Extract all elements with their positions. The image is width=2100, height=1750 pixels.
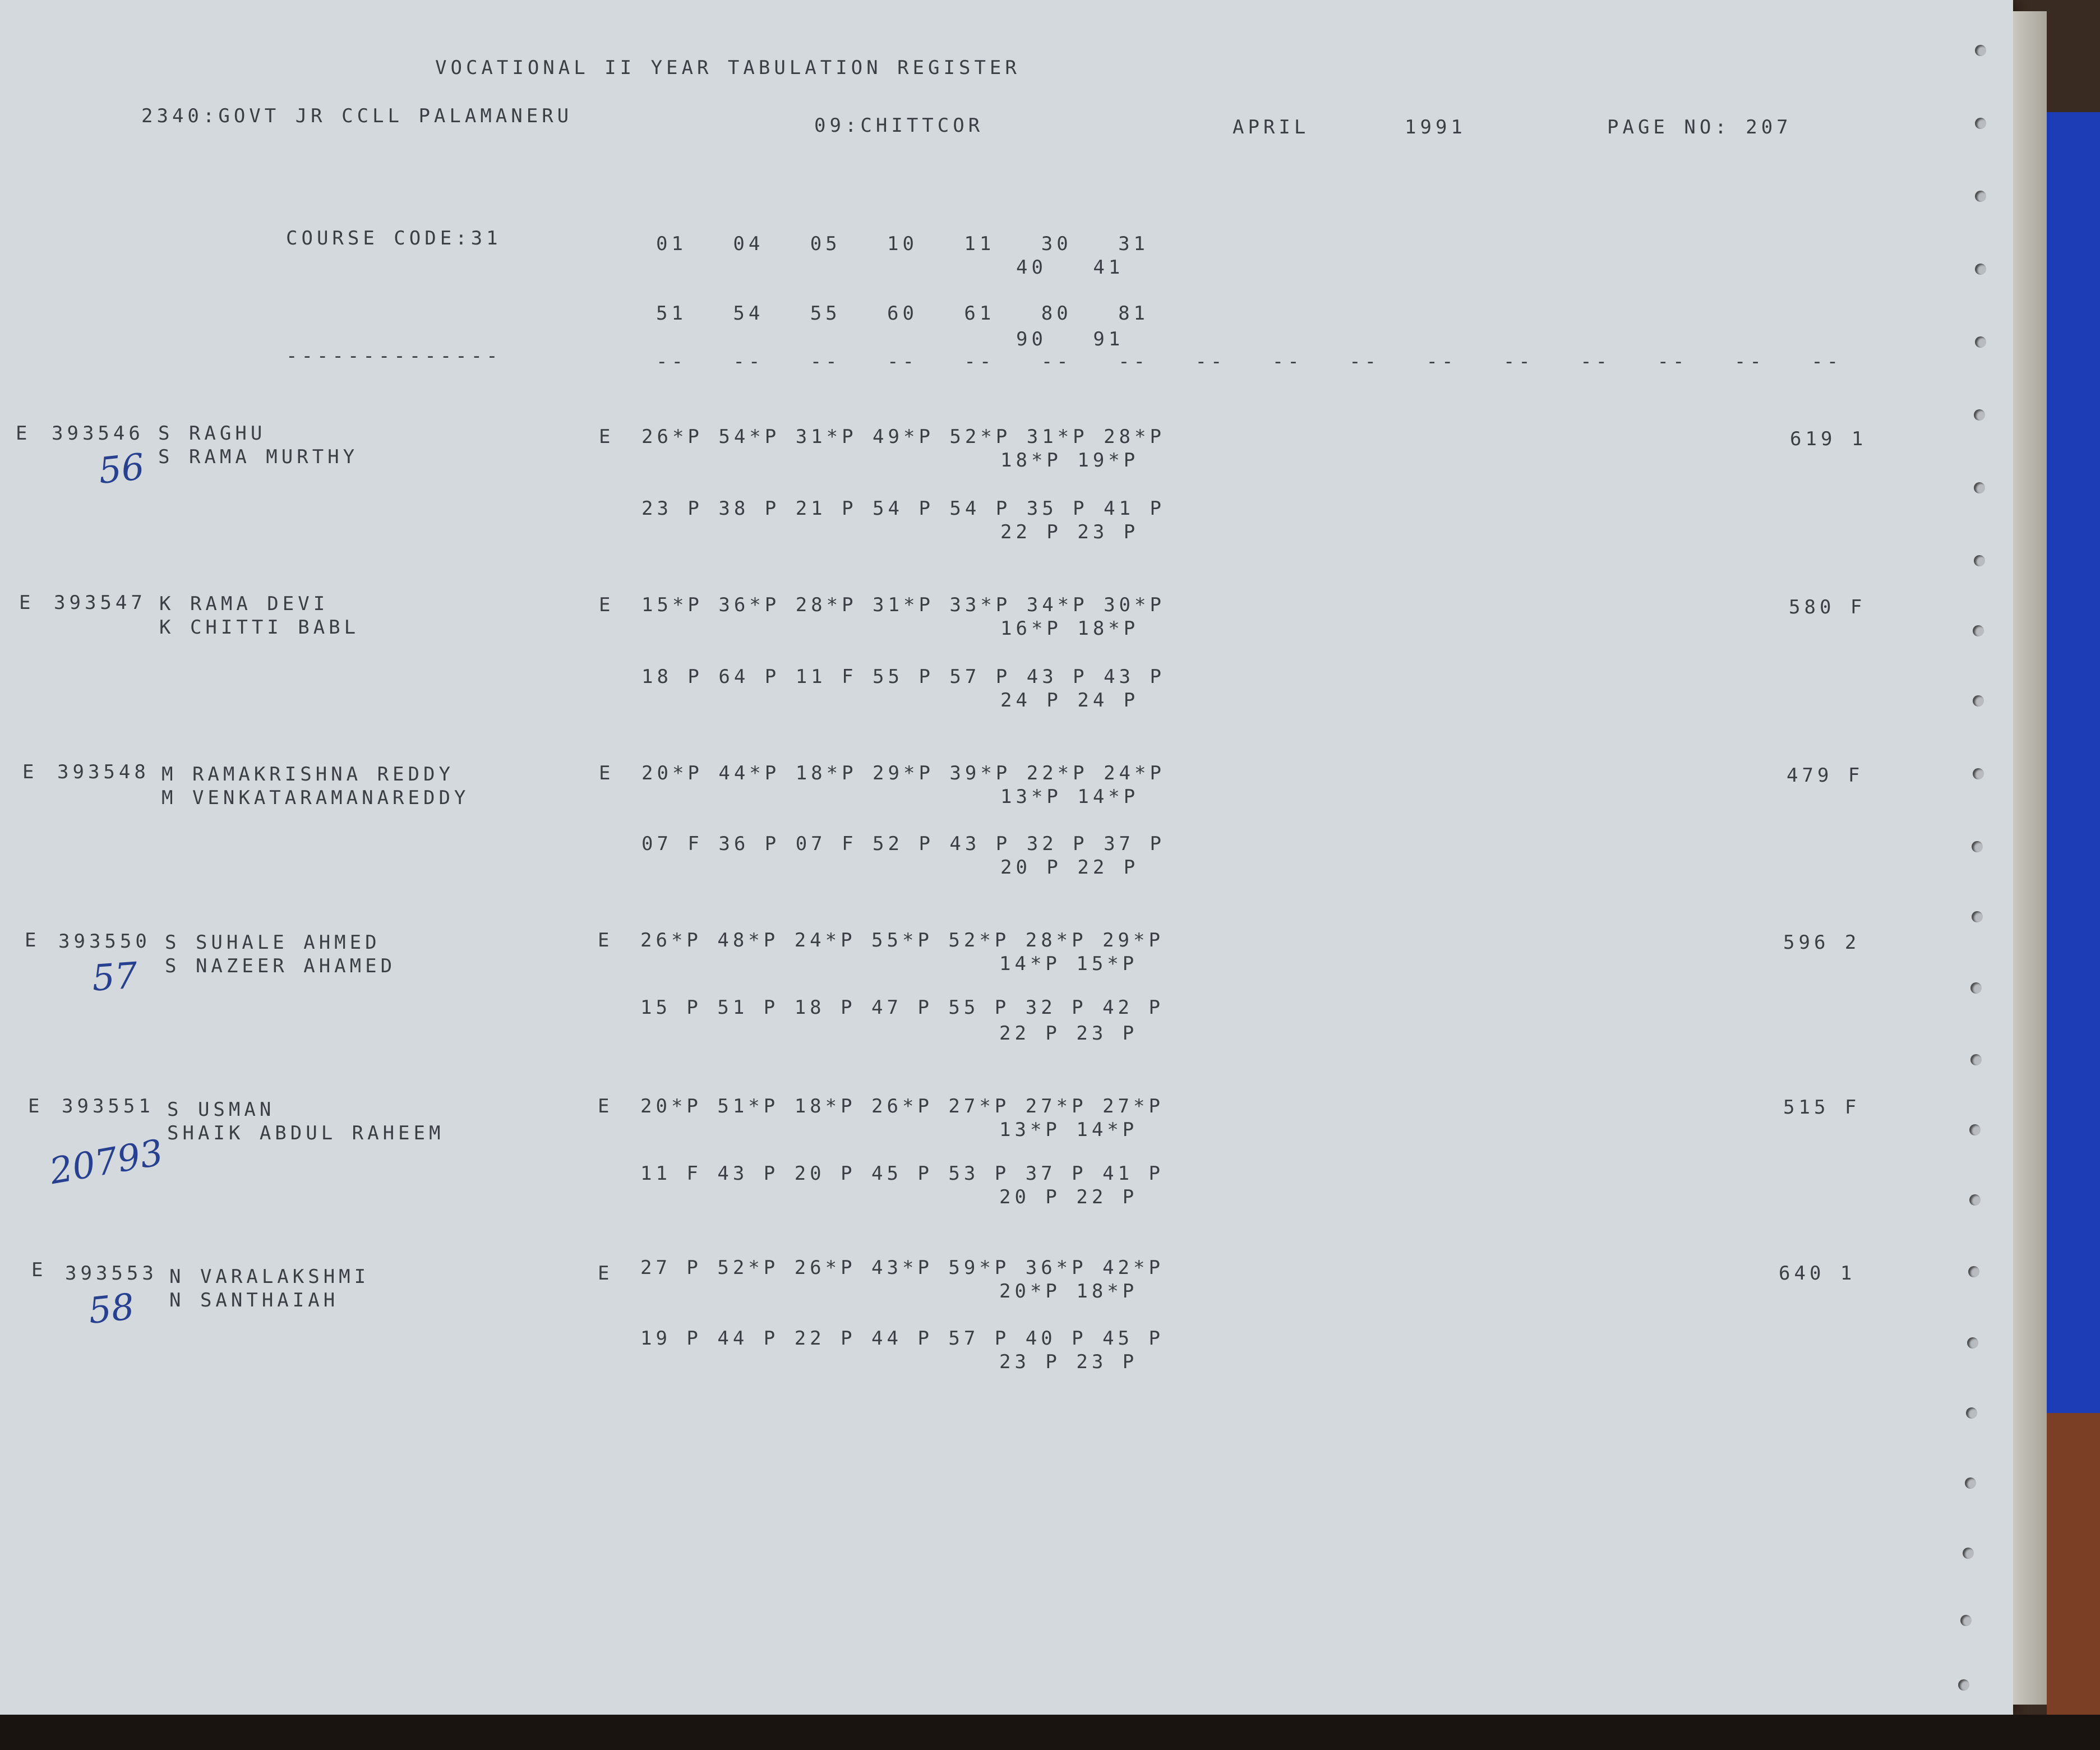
subject-codes-row1b: 40 41 [1016,256,1124,279]
record-flag: E [28,1095,44,1118]
marks-line-2b: 24 P 24 P [1000,689,1139,712]
roll-number: 393553 [65,1262,158,1285]
feed-hole [1974,555,1985,566]
medium: E [599,594,615,616]
feed-hole [1972,911,1983,922]
feed-hole [1970,982,1982,994]
total-result: 515 F [1783,1096,1861,1119]
handwritten-note: 20793 [47,1132,167,1193]
father-name: M VENKATARAMANAREDDY [161,787,470,809]
total-result: 619 1 [1790,428,1867,450]
student-name: S USMAN [167,1098,275,1121]
marks-line-1b: 20*P 18*P [999,1280,1138,1303]
handwritten-note: 57 [90,955,139,1000]
total-result: 596 2 [1783,931,1861,954]
handwritten-note: 56 [96,446,147,493]
marks-line-1b: 16*P 18*P [1000,617,1139,640]
medium: E [598,929,613,952]
marks-line-1: 26*P 48*P 24*P 55*P 52*P 28*P 29*P [640,929,1164,952]
marks-line-1b: 13*P 14*P [999,1119,1138,1141]
roll-number: 393548 [57,761,150,783]
student-name: S SUHALE AHMED [165,931,381,954]
marks-line-2b: 22 P 23 P [1000,521,1139,543]
subject-codes-row2: 51 54 55 60 61 80 81 [656,302,1150,325]
student-name: K RAMA DEVI [159,593,329,615]
marks-line-1b: 18*P 19*P [1000,449,1139,472]
father-name: SHAIK ABDUL RAHEEM [167,1122,445,1144]
feed-hole [1968,1266,1979,1277]
student-name: M RAMAKRISHNA REDDY [161,763,454,786]
marks-line-2b: 23 P 23 P [999,1351,1138,1373]
medium: E [598,1262,613,1285]
feed-hole [1958,1679,1969,1691]
total-result: 640 1 [1779,1262,1856,1285]
feed-hole [1960,1615,1972,1626]
exam-month: APRIL [1233,116,1310,138]
marks-line-2: 18 P 64 P 11 F 55 P 57 P 43 P 43 P [641,666,1165,688]
feed-hole [1975,264,1986,275]
roll-number: 393551 [62,1095,154,1118]
marks-line-2: 19 P 44 P 22 P 44 P 57 P 40 P 45 P [640,1327,1164,1350]
feed-hole [1975,118,1986,129]
book-spine [2047,1413,2100,1727]
handwritten-note: 58 [86,1286,137,1333]
marks-line-2: 07 F 36 P 07 F 52 P 43 P 32 P 37 P [641,833,1165,855]
marks-line-1: 27 P 52*P 26*P 43*P 59*P 36*P 42*P [640,1257,1164,1279]
register-title: VOCATIONAL II YEAR TABULATION REGISTER [435,57,1021,79]
page-stack-edge [2013,11,2047,1705]
feed-hole [1973,625,1984,636]
father-name: K CHITTI BABL [159,616,360,639]
record-flag: E [31,1259,47,1281]
record-flag: E [22,761,38,783]
marks-line-2b: 20 P 22 P [999,1186,1138,1208]
total-result: 580 F [1789,596,1866,618]
exam-year: 1991 [1405,116,1466,138]
marks-line-2: 15 P 51 P 18 P 47 P 55 P 32 P 42 P [640,996,1164,1019]
medium: E [599,762,615,784]
rule-right: -- -- -- -- -- -- -- -- -- -- -- -- -- -- -- -- [656,350,1843,373]
roll-number: 393547 [54,592,146,614]
father-name: N SANTHAIAH [169,1289,339,1312]
student-name: S RAGHU [158,422,266,445]
feed-hole [1963,1548,1974,1559]
feed-hole [1969,1194,1981,1206]
roll-number: 393546 [52,422,144,445]
marks-line-1: 15*P 36*P 28*P 31*P 33*P 34*P 30*P [641,594,1165,616]
father-name: S RAMA MURTHY [158,446,359,468]
record-flag: E [16,422,31,445]
feed-hole [1970,1054,1982,1065]
medium: E [598,1095,613,1118]
feed-hole [1967,1337,1978,1349]
feed-hole [1975,45,1986,56]
marks-line-2b: 20 P 22 P [1000,856,1139,879]
college-name: 2340:GOVT JR CCLL PALAMANERU [141,105,573,127]
record-flag: E [19,592,35,614]
feed-hole [1966,1407,1977,1419]
subject-codes-row1: 01 04 05 10 11 30 31 [656,233,1150,255]
marks-line-1: 20*P 51*P 18*P 26*P 27*P 27*P 27*P [640,1095,1164,1118]
marks-line-1: 26*P 54*P 31*P 49*P 52*P 31*P 28*P [641,426,1165,448]
marks-line-2: 23 P 38 P 21 P 54 P 54 P 35 P 41 P [641,497,1165,520]
blue-binding-tape [2047,112,2100,1413]
student-name: N VARALAKSHMI [169,1266,370,1288]
feed-hole [1973,768,1984,779]
feed-hole [1974,409,1985,421]
marks-line-1: 20*P 44*P 18*P 29*P 39*P 22*P 24*P [641,762,1165,784]
subject-codes-row2b: 90 91 [1016,328,1124,350]
district-name: 09:CHITTCOR [814,114,984,137]
marks-line-1b: 14*P 15*P [999,953,1138,975]
rule-left: -------------- [286,345,502,367]
marks-line-2: 11 F 43 P 20 P 45 P 53 P 37 P 41 P [640,1162,1164,1185]
feed-hole [1975,336,1986,348]
feed-hole [1965,1477,1976,1489]
feed-hole [1969,1124,1981,1135]
feed-hole [1973,695,1984,707]
feed-hole [1975,191,1986,202]
table-surface [0,1715,2100,1750]
total-result: 479 F [1787,764,1864,787]
marks-line-2b: 22 P 23 P [999,1022,1138,1045]
page-number: PAGE NO: 207 [1607,116,1792,138]
feed-hole [1972,841,1983,852]
medium: E [599,426,615,448]
course-code: COURSE CODE:31 [286,227,502,250]
roll-number: 393550 [58,930,151,953]
marks-line-1b: 13*P 14*P [1000,786,1139,808]
father-name: S NAZEER AHAMED [165,955,396,977]
record-flag: E [25,929,40,952]
feed-hole [1974,482,1985,493]
